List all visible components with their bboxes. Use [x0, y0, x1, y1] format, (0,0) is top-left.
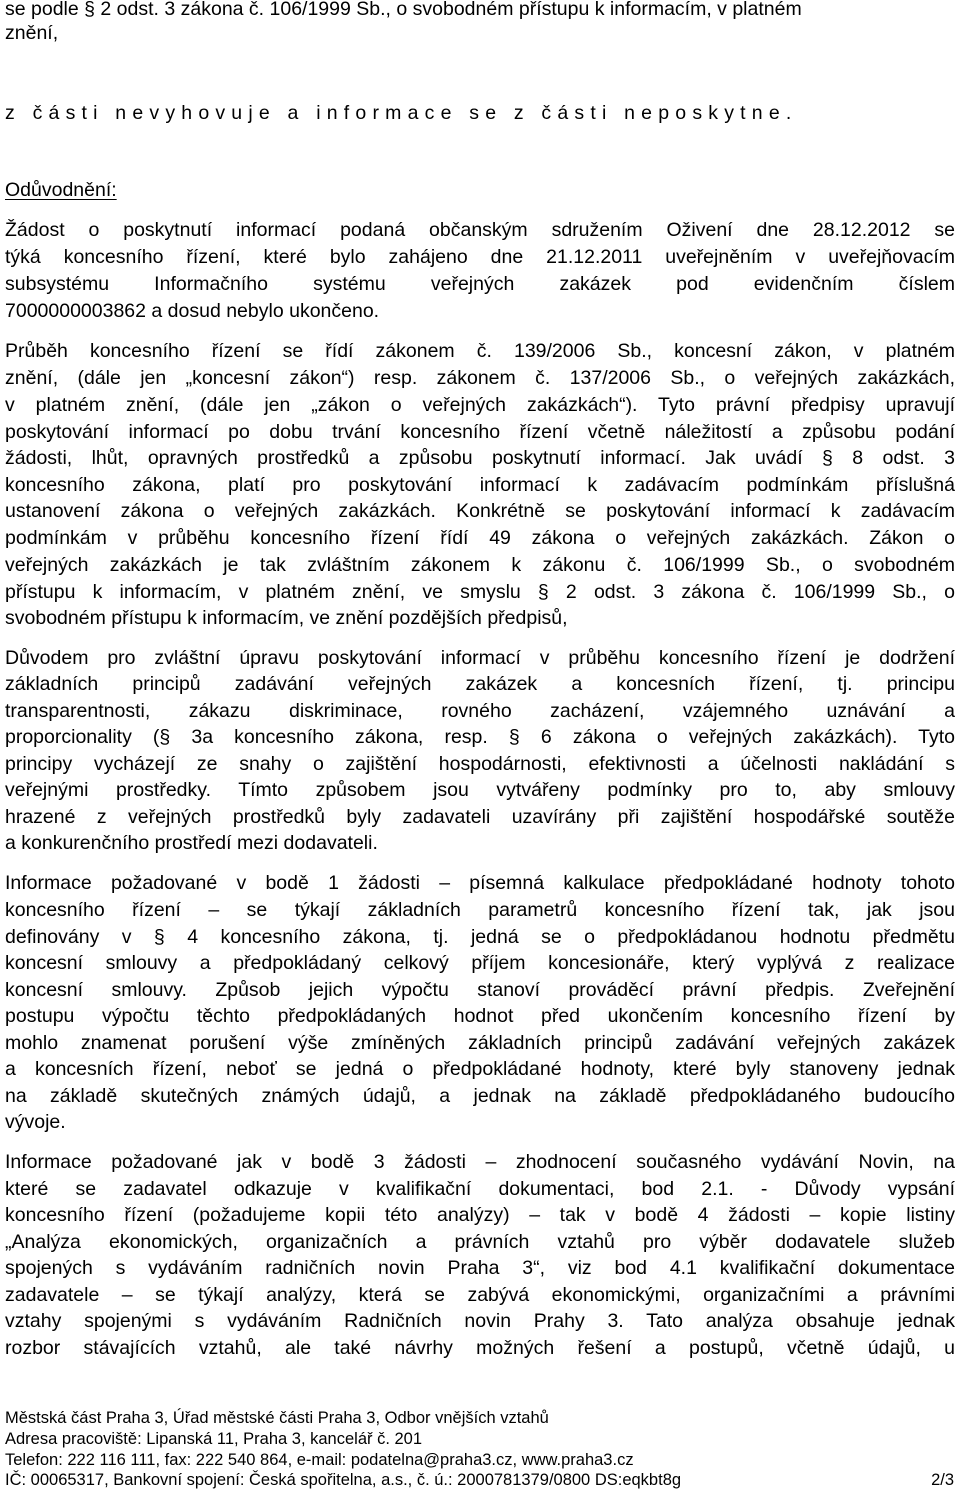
text-line: základních principů zadávání veřejných zakázek a koncesních řízení, tj. principu	[5, 673, 955, 695]
text-line: svobodném přístupu k informacím, ve znění pozdějších předpisů,	[5, 607, 568, 629]
text-line: mohlo znamenat porušení výše zmíněných základních principů zadávání veřejných zakázek	[5, 1032, 955, 1054]
footer-line: Městská část Praha 3, Úřad městské části Praha 3, Odbor vnějších vztahů	[5, 1409, 549, 1427]
text-line: postupu výpočtu těchto předpokládaných hodnot před ukončením koncesního řízení by	[5, 1005, 955, 1027]
text-line: a koncesních řízení, neboť se jedná o předpokládané hodnoty, které byly stanoveny jednak	[5, 1058, 955, 1080]
text-line: ustanovení zákona o veřejných zakázkách. Konkrétně se poskytování informací k zadávacím	[5, 500, 955, 522]
text-line: Důvodem pro zvláštní úpravu poskytování informací v průběhu koncesního řízení je dodržení	[5, 647, 955, 669]
page-number: 2/3	[931, 1471, 954, 1489]
text-line: přístupu k informacím, v platném znění, ve smyslu § 2 odst. 3 zákona č. 106/1999 Sb., o	[5, 581, 955, 603]
text-line: týká koncesního řízení, které bylo zahájeno dne 21.12.2011 uveřejněním v uveřejňovacím	[5, 246, 955, 268]
text-line: zadavatele – se týkají analýzy, která se zabývá ekonomickými, organizačními a právními	[5, 1284, 955, 1306]
text-line: hrazené z veřejných prostředků byly zadavateli uzavírány při zajištění hospodářské soutěže	[5, 806, 955, 828]
text-line: principy vycházejí ze snahy o zajištění hospodárnosti, efektivnosti a účelnosti nakládání s	[5, 753, 955, 775]
text-line: Informace požadované jak v bodě 3 žádosti – zhodnocení současného vydávání Novin, na	[5, 1151, 955, 1173]
text-line: koncesního řízení – se týkají základních parametrů koncesního řízení tak, jak jsou	[5, 899, 955, 921]
text-line: proporcionality (§ 3a koncesního zákona, resp. § 6 zákona o veřejných zakázkách). Tyto	[5, 726, 955, 748]
text-line: veřejných zakázkách je tak zvláštním zákonem k zákonu č. 106/1999 Sb., o svobodném	[5, 554, 955, 576]
text-line: transparentnosti, zákazu diskriminace, rovného zacházení, vzájemného uznávání a	[5, 700, 955, 722]
text-line: rozbor stávajících vztahů, ale také návrhy možných řešení a postupů, včetně údajů, u	[5, 1337, 955, 1359]
text-line: koncesní smlouvy. Způsob jejich výpočtu stanoví prováděcí právní předpis. Zveřejnění	[5, 979, 955, 1001]
text-line: vztahy spojenými s vydáváním Radničních novin Prahy 3. Tato analýza obsahuje jednak	[5, 1310, 955, 1332]
text-line: definovány v § 4 koncesního zákona, tj. jedná se o předpokládanou hodnotu předmětu	[5, 926, 955, 948]
text-line: spojených s vydáváním radničních novin Praha 3“, viz bod 4.1 kvalifikační dokumentace	[5, 1257, 955, 1279]
text-line: se podle § 2 odst. 3 zákona č. 106/1999 Sb., o svobodném přístupu k informacím, v platném	[5, 0, 802, 20]
text-line: na základě skutečných známých údajů, a jednak na základě předpokládaného budoucího	[5, 1085, 955, 1107]
text-line: znění, (dále jen „koncesní zákon“) resp. zákonem č. 137/2006 Sb., o veřejných zakázkách,	[5, 367, 955, 389]
text-line: subsystému Informačního systému veřejných zakázek pod evidenčním číslem	[5, 273, 955, 295]
text-line: Informace požadované v bodě 1 žádosti – písemná kalkulace předpokládané hodnoty tohoto	[5, 872, 955, 894]
footer-divider	[5, 1392, 955, 1393]
footer-line: IČ: 00065317, Bankovní spojení: Česká spořitelna, a.s., č. ú.: 2000781379/0800 DS:eqkbt8g	[5, 1471, 682, 1489]
text-line: koncesního řízení (požadujeme kopii této analýzy) – tak v bodě 4 žádosti – kopie listiny	[5, 1204, 955, 1226]
text-line: podmínkám v průběhu koncesního řízení řídí 49 zákona o veřejných zakázkách. Zákon o	[5, 527, 955, 549]
footer-line: Telefon: 222 116 111, fax: 222 540 864, e-mail: podatelna@praha3.cz, www.praha3.cz	[5, 1451, 634, 1469]
text-line: znění,	[5, 22, 59, 44]
text-line: 7000000003862 a dosud nebylo ukončeno.	[5, 300, 380, 322]
footer-line: Adresa pracoviště: Lipanská 11, Praha 3, kancelář č. 201	[5, 1430, 423, 1448]
text-line: vývoje.	[5, 1111, 66, 1133]
text-line: poskytování informací po dobu trvání koncesního řízení včetně náležitostí a způsobu podání	[5, 421, 955, 443]
text-line: koncesního zákona, platí pro poskytování informací k zadávacím podmínkám příslušná	[5, 474, 955, 496]
text-line: veřejnými prostředky. Tímto způsobem jsou vytvářeny podmínky pro to, aby smlouvy	[5, 779, 955, 801]
text-line: žádosti, lhůt, opravných prostředků a způsobu poskytnutí informací. Jak uvádí § 8 odst. 3	[5, 447, 955, 469]
text-line: a konkurenčního prostředí mezi dodavateli.	[5, 832, 378, 854]
text-line: v platném znění, (dále jen „zákon o veřejných zakázkách“). Tyto právní předpisy upravují	[5, 394, 955, 416]
text-line: Průběh koncesního řízení se řídí zákonem č. 139/2006 Sb., koncesní zákon, v platném	[5, 340, 955, 362]
text-line: koncesní smlouvy a předpokládaný celkový příjem koncesionáře, který vyplývá z realizace	[5, 952, 955, 974]
text-line: „Analýza ekonomických, organizačních a právních vztahů pro výběr dodavatele služeb	[5, 1231, 955, 1253]
section-heading: Odůvodnění:	[5, 179, 117, 201]
text-line: Žádost o poskytnutí informací podaná občanským sdružením Oživení dne 28.12.2012 se	[5, 219, 955, 241]
text-line: které se zadavatel odkazuje v kvalifikační dokumentaci, bod 2.1. - Důvody vypsání	[5, 1178, 955, 1200]
decision-statement: z části nevyhovuje a informace se z části neposkytne.	[5, 102, 798, 124]
